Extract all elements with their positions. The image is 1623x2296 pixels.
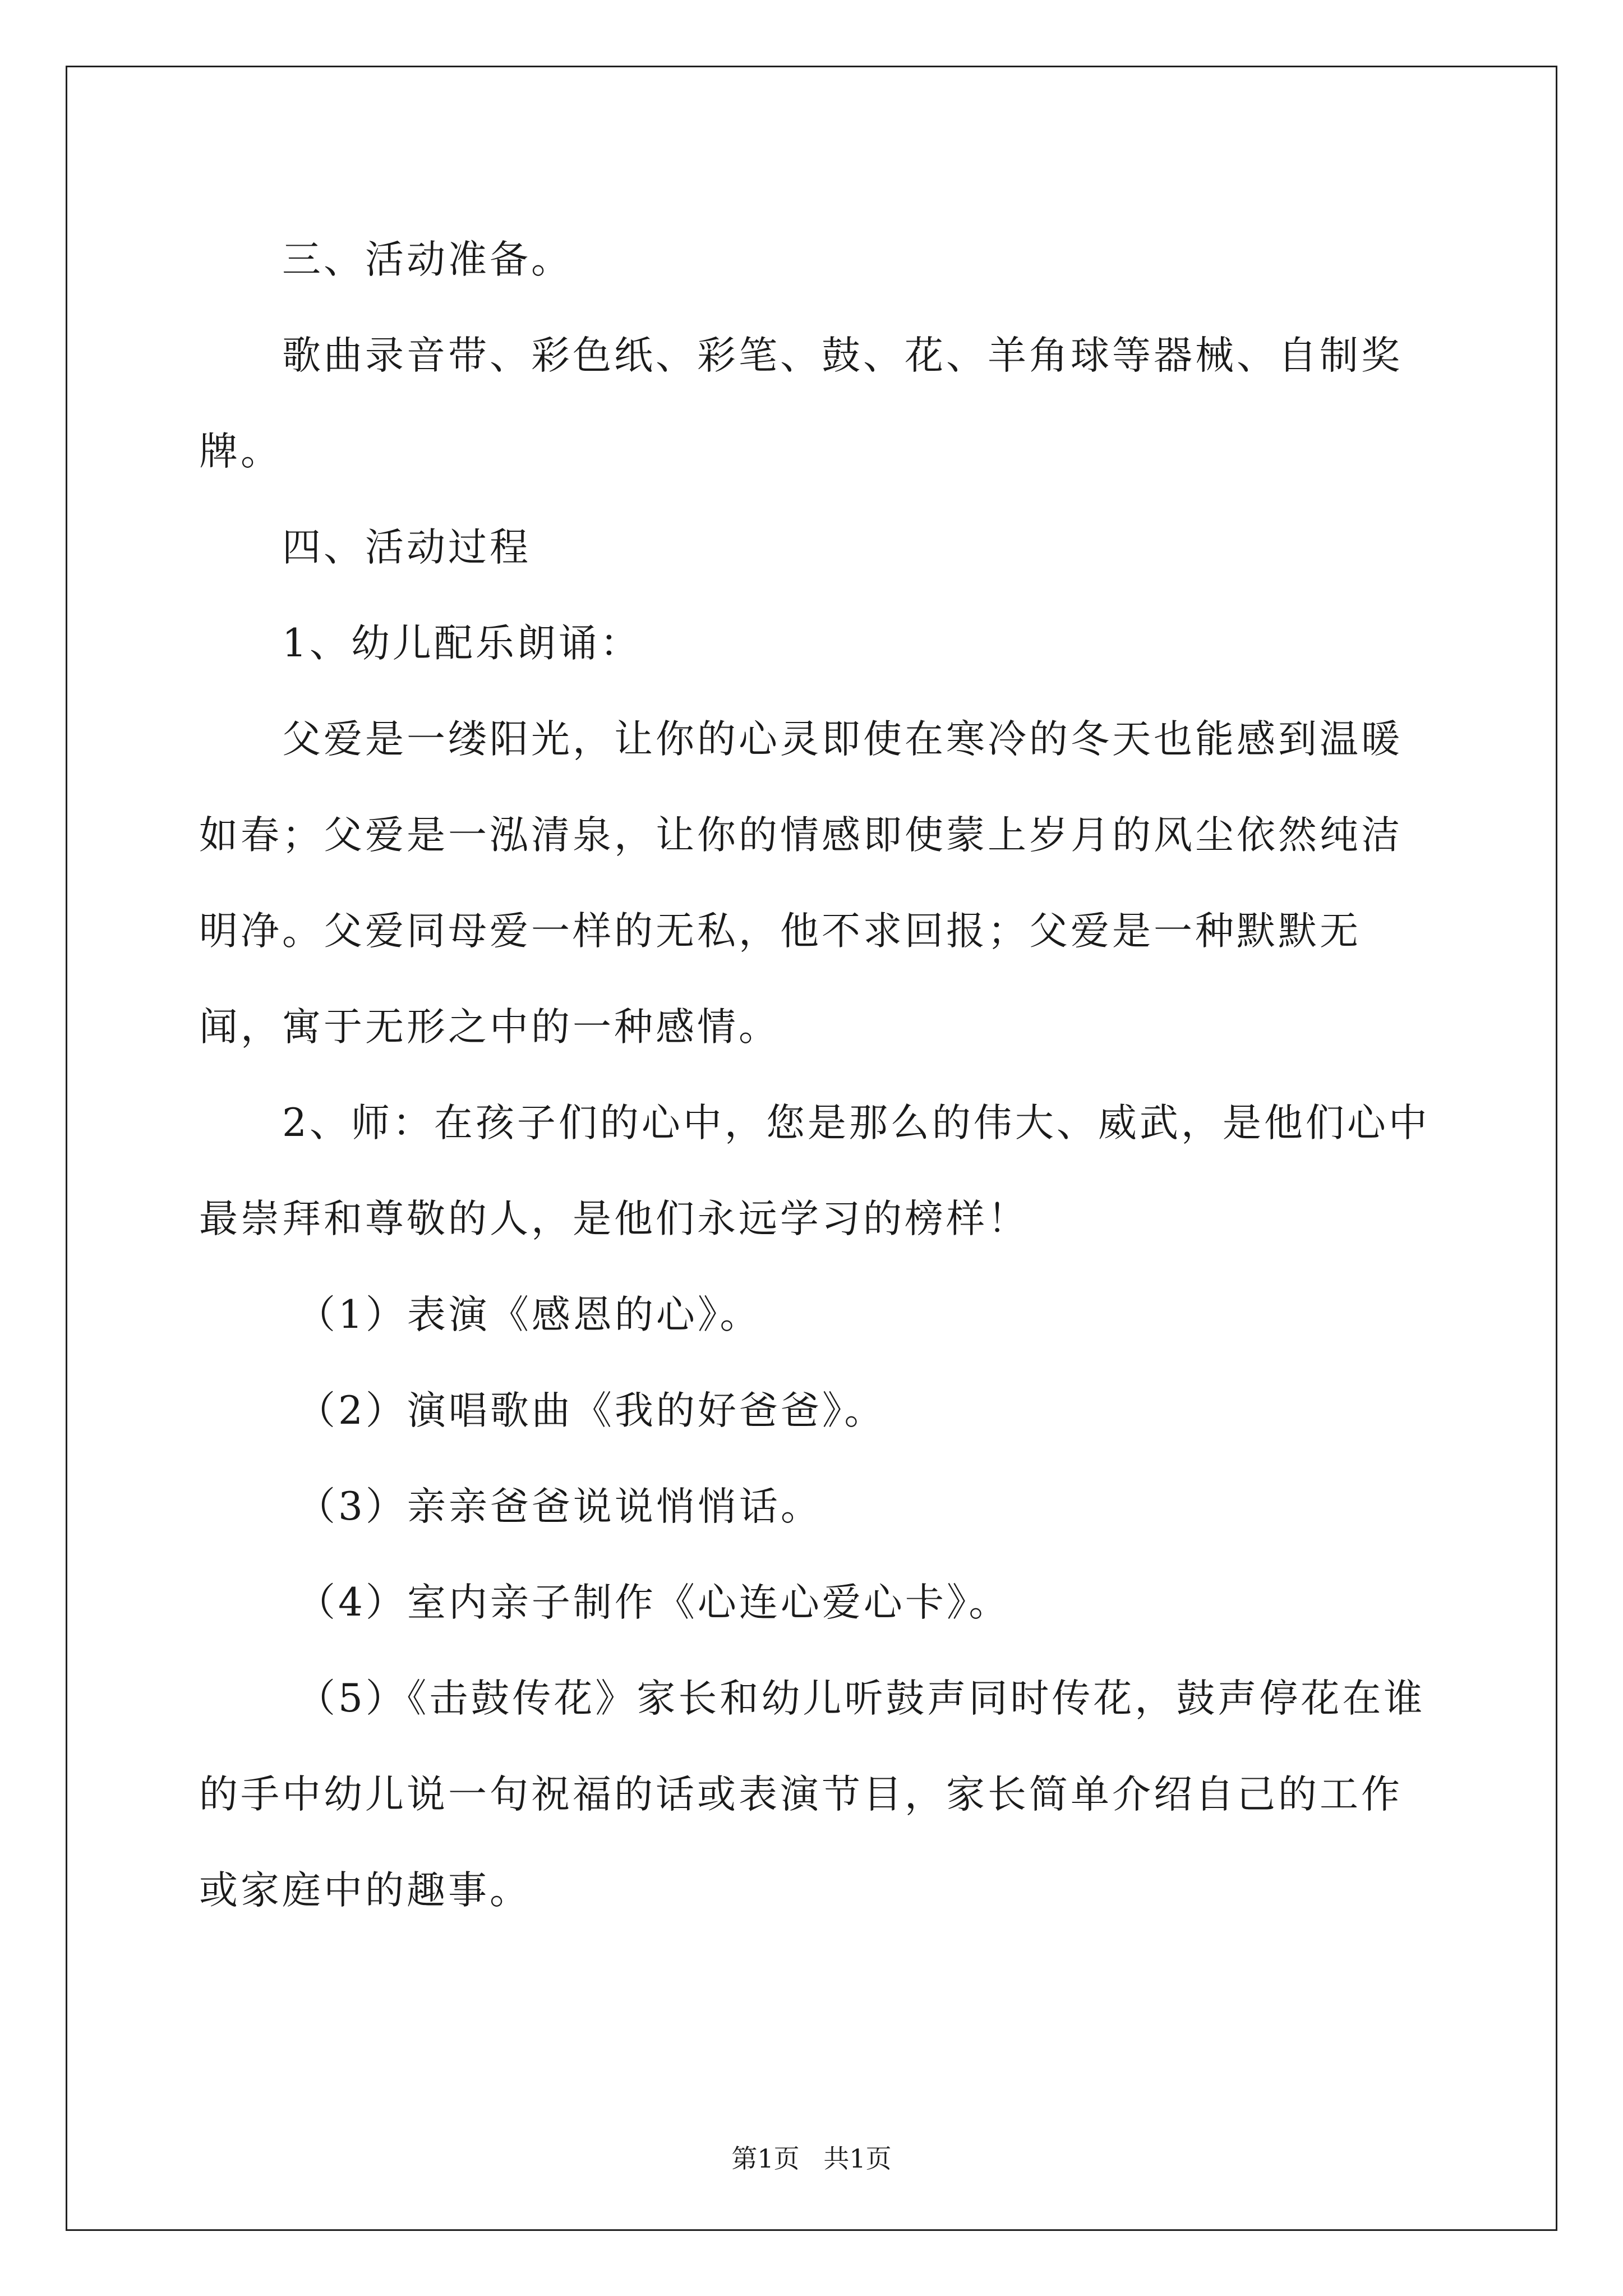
paragraph-recitation: 父爱是一缕阳光，让你的心灵即使在寒冷的冬天也能感到温暖如春；父爱是一泓清泉，让你的情感即使蒙上岁月的风尘依然纯洁明净。父爱同母爱一样的无私，他不求回报；父爱是一种默默无闻，寓于无形之中的一种感情。 [199,717,1403,1050]
document-body [199,212,1433,1939]
page-number-current: 第1页 [731,2143,800,2174]
list-item-5: （5）《击鼓传花》家长和幼儿听鼓声同时传花，鼓声停花在谁的手中幼儿说一句祝福的话或表演节目，家长简单介绍自己的工作或家庭中的趣事。 [199,1676,1426,1913]
list-item-1: （1）表演《感恩的心》。 [297,1292,762,1337]
section-heading-preparation: 三、活动准备。 [282,237,573,282]
paragraph-step-1: 1、幼儿配乐朗诵： [282,621,642,666]
page-footer [0,2138,1623,2175]
list-item-4: （4）室内亲子制作《心连心爱心卡》。 [297,1580,1011,1625]
list-item-3: （3）亲亲爸爸说说悄悄话。 [297,1484,822,1529]
section-heading-process: 四、活动过程 [282,525,531,570]
page-number-total: 共1页 [823,2143,892,2174]
paragraph-materials: 歌曲录音带、彩色纸、彩笔、鼓、花、羊角球等器械、自制奖牌。 [199,333,1403,474]
list-item-2: （2）演唱歌曲《我的好爸爸》。 [297,1388,886,1433]
paragraph-step-2: 2、师：在孩子们的心中，您是那么的伟大、威武，是他们心中最崇拜和尊敬的人，是他们永远学习的榜样！ [199,1101,1430,1241]
